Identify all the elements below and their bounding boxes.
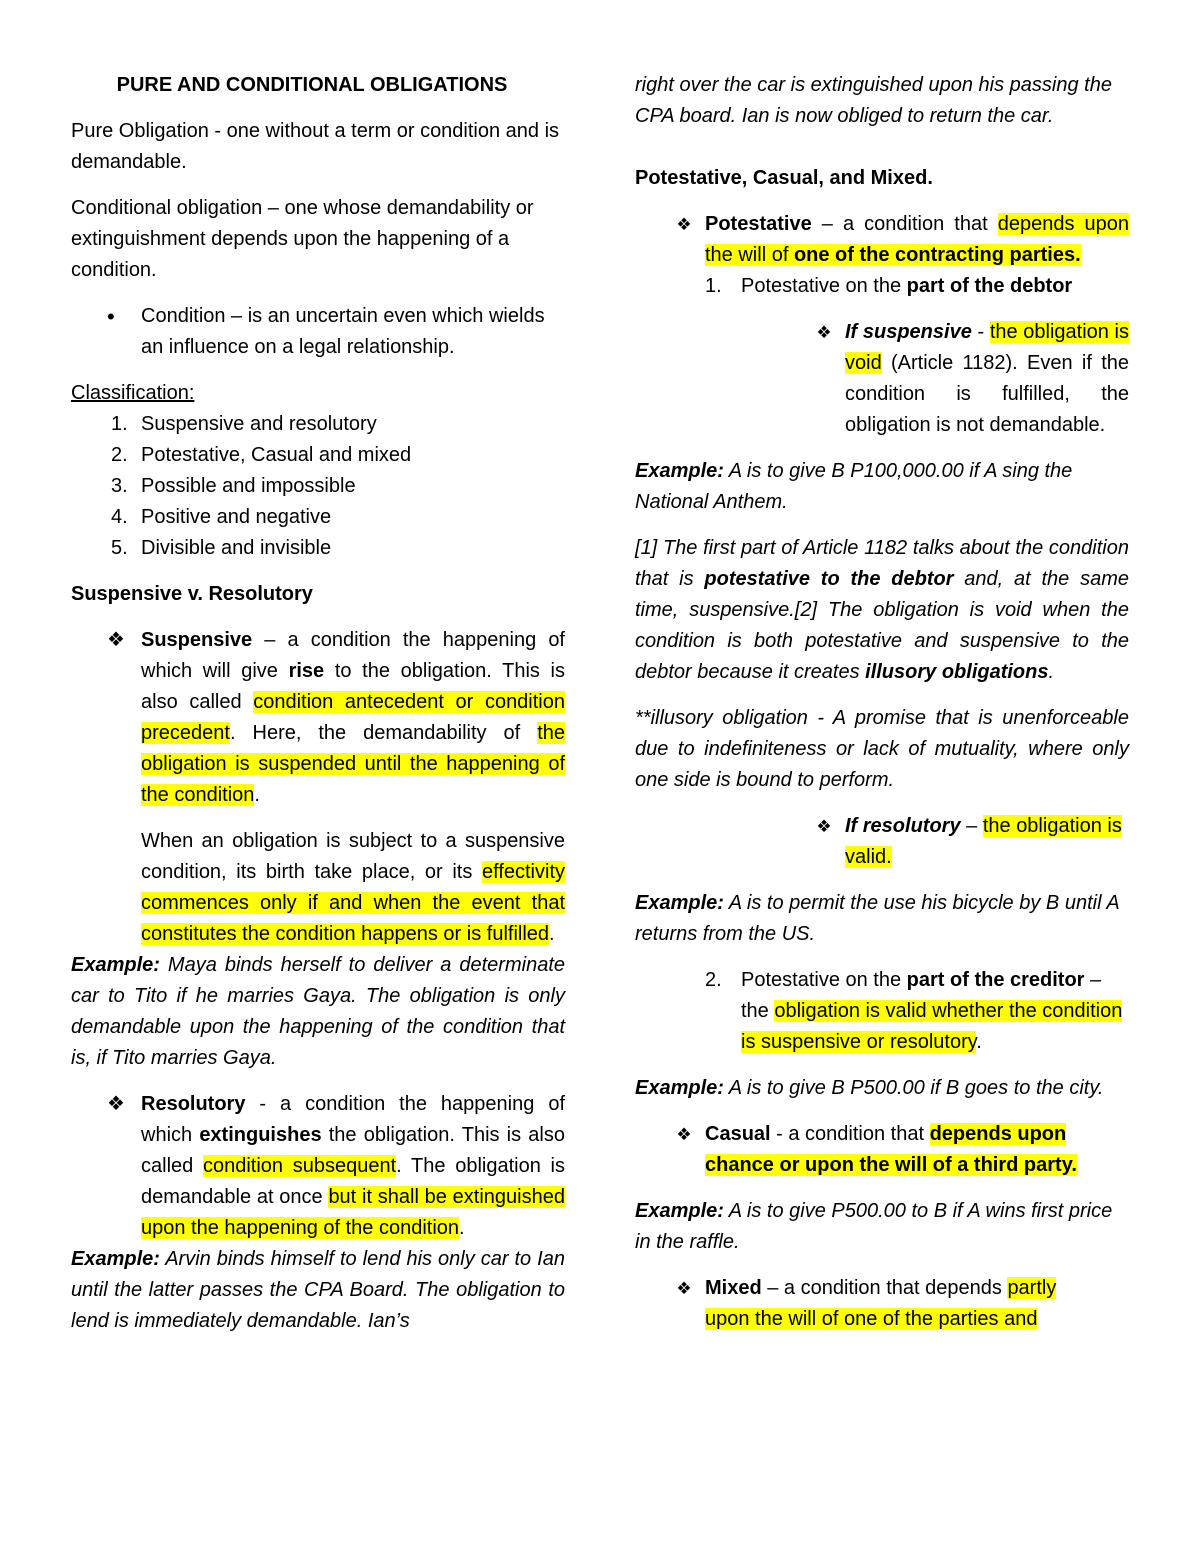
- list-text: Potestative, Casual and mixed: [141, 444, 412, 466]
- casual-item: [635, 1119, 1129, 1181]
- highlight-run: the obligation is valid.: [845, 815, 1122, 868]
- potestative-definition: [705, 209, 1129, 271]
- potestative-debtor-label: [741, 271, 1129, 302]
- potestative-item: [635, 209, 1129, 271]
- text-run: part of the creditor: [906, 969, 1085, 991]
- text-run: – a condition the happening of which will give: [141, 629, 565, 682]
- text-run: - a condition the happening of which: [141, 1093, 565, 1146]
- example-label: Example:: [635, 1200, 724, 1222]
- diamond-bullet-icon: ❖: [107, 629, 125, 651]
- list-item: [71, 502, 565, 533]
- list-number: 1.: [111, 413, 128, 435]
- condition-definition: Condition – is an uncertain even which wields an influence on a legal relationship.: [141, 305, 545, 358]
- potestative-debtor-item: [635, 271, 1129, 302]
- term-casual: Casual: [705, 1123, 771, 1145]
- term-potestative: Potestative: [705, 213, 812, 235]
- list-text: Possible and impossible: [141, 475, 356, 497]
- list-item: [71, 533, 565, 564]
- highlight-run: partly upon the will of one of the parties and: [705, 1277, 1057, 1330]
- suspensive-when-paragraph: [141, 826, 565, 950]
- diamond-bullet-icon: ❖: [816, 817, 832, 836]
- diamond-bullet-icon: ❖: [676, 1125, 692, 1144]
- text-run: .: [976, 1031, 982, 1053]
- resolutory-definition: [141, 1089, 565, 1244]
- classification-heading: Classification:: [71, 382, 195, 404]
- example-label: Example:: [635, 460, 724, 482]
- text-run: part of the debtor: [906, 275, 1073, 297]
- list-number: 3.: [111, 475, 128, 497]
- casual-definition: [705, 1119, 1129, 1181]
- term-resolutory: Resolutory: [141, 1093, 246, 1115]
- potestative-creditor-item: [635, 965, 1129, 1058]
- text-run: extinguishes: [199, 1124, 322, 1146]
- diamond-bullet-icon: ❖: [816, 323, 832, 342]
- diamond-bullet-icon: ❖: [676, 215, 692, 234]
- text-run: A is to give P500.00 to B if A wins first price in the raffle.: [635, 1200, 1113, 1253]
- if-resolutory-item: [635, 811, 1129, 873]
- highlight-run: condition subsequent: [202, 1155, 397, 1177]
- text-run: A is to permit the use his bicycle by B until A returns from the US.: [635, 892, 1119, 945]
- suspensive-definition: [141, 625, 565, 811]
- text-run: rise: [288, 660, 325, 682]
- list-text: Divisible and invisible: [141, 537, 332, 559]
- term-mixed: Mixed: [705, 1277, 762, 1299]
- text-run: Potestative on the: [741, 969, 907, 991]
- diamond-bullet-icon: ❖: [107, 1093, 125, 1115]
- illusory-obligation-note: **illusory obligation - A promise that is unenforceable due to indefiniteness or lack of mutuality, where only one side is bound to perform.: [635, 707, 1129, 791]
- classification-list: [71, 409, 565, 564]
- text-run: - a condition that: [770, 1123, 930, 1145]
- text-run: .: [254, 784, 260, 806]
- suspensive-item: [71, 625, 565, 950]
- text-run: illusory obligations: [865, 661, 1049, 683]
- right-column: [635, 70, 1129, 1335]
- highlight-run: obligation is valid whether the condition is suspensive or resolutory: [741, 1000, 1123, 1053]
- page-title: PURE AND CONDITIONAL OBLIGATIONS: [116, 74, 508, 96]
- text-run: .: [459, 1217, 465, 1239]
- text-run: . Here, the demandability of: [229, 722, 538, 744]
- bullet-icon: •: [107, 304, 115, 329]
- text-run: the obligation. This is also called: [141, 1124, 565, 1177]
- list-number: 2.: [705, 969, 722, 991]
- mixed-item: [635, 1273, 1129, 1335]
- text-run: .: [549, 923, 555, 945]
- resolutory-item: [71, 1089, 565, 1244]
- left-column: [71, 70, 565, 1352]
- conditional-obligation-definition: Conditional obligation – one whose demandability or extinguishment depends upon the happening of a condition.: [71, 197, 534, 281]
- example-maya: [71, 950, 565, 1074]
- if-suspensive-text: [845, 317, 1129, 441]
- example-arvin: [71, 1244, 565, 1337]
- text-run: – the: [741, 969, 1102, 1022]
- highlight-run: the obligation is suspended until the happening of the condition: [141, 722, 565, 806]
- list-number: 5.: [111, 537, 128, 559]
- diamond-bullet-icon: ❖: [676, 1279, 692, 1298]
- example-city: [635, 1073, 1129, 1104]
- example-label: Example:: [71, 1248, 160, 1270]
- text-run: Maya binds herself to deliver a determinate car to Tito if he marries Gaya. The obligation is only demandable upon the happening of the condition that is, if Tito marries Gaya.: [71, 954, 565, 1069]
- potestative-creditor-text: [741, 965, 1129, 1058]
- if-suspensive-item: [635, 317, 1129, 441]
- text-run: Arvin binds himself to lend his only car to Ian until the latter passes the CPA Board. The obligation to lend is immediately demandable. Ian’s: [71, 1248, 565, 1332]
- text-run: When an obligation is subject to a suspensive condition, its birth take place, or its: [141, 830, 565, 883]
- list-item: [71, 409, 565, 440]
- text-run: (Article 1182). Even if the condition is fulfilled, the obligation is not demandable.: [845, 352, 1129, 436]
- list-text: Suspensive and resolutory: [141, 413, 377, 435]
- text-run: potestative to the debtor: [704, 568, 954, 590]
- term-if-suspensive: If suspensive: [845, 321, 972, 343]
- example-label: Example:: [635, 1077, 724, 1099]
- text-run: – a condition that depends: [761, 1277, 1008, 1299]
- list-number: 4.: [111, 506, 128, 528]
- highlight-run: condition antecedent or condition precedent: [141, 691, 565, 744]
- text-run: and, at the same time, suspensive.[2] The obligation is void when the condition is both potestative and suspensive to the debtor because it creates: [635, 568, 1129, 683]
- term-if-resolutory: If resolutory: [845, 815, 961, 837]
- text-run: -: [971, 321, 990, 343]
- example-bicycle: [635, 888, 1129, 950]
- highlight-run: one of the contracting parties.: [793, 244, 1081, 266]
- list-item: [71, 440, 565, 471]
- text-run: to the obligation. This is also called: [141, 660, 566, 713]
- list-text: Positive and negative: [141, 506, 332, 528]
- highlight-run: the obligation is void: [845, 321, 1130, 374]
- text-run: [1] The first part of Article 1182 talks about the condition that is: [635, 537, 1129, 590]
- text-run: Potestative on the: [741, 275, 907, 297]
- text-run: A is to give B P100,000.00 if A sing the National Anthem.: [635, 460, 1073, 513]
- example-label: Example:: [635, 892, 724, 914]
- text-run: – a condition that: [811, 213, 998, 235]
- suspensive-vs-resolutory-heading: Suspensive v. Resolutory: [71, 583, 313, 605]
- condition-bullet-item: [71, 301, 565, 363]
- example-national-anthem: [635, 456, 1129, 518]
- if-resolutory-text: [845, 811, 1129, 873]
- example-raffle: [635, 1196, 1129, 1258]
- list-number: 1.: [705, 275, 722, 297]
- highlight-run: depends upon chance or upon the will of a third party.: [705, 1123, 1077, 1176]
- text-run: . The obligation is demandable at once: [141, 1155, 565, 1208]
- mixed-definition: [705, 1273, 1129, 1335]
- example-label: Example:: [71, 954, 160, 976]
- highlight-run: depends upon the will of: [705, 213, 1129, 266]
- highlight-run: but it shall be extinguished upon the happening of the condition: [141, 1186, 565, 1239]
- arvin-example-continuation: right over the car is extinguished upon his passing the CPA board. Ian is now obliged to return the car.: [635, 74, 1112, 127]
- highlight-run: effectivity commences only if and when the event that constitutes the condition happens or is fulfilled: [141, 861, 565, 945]
- text-run: A is to give B P500.00 if B goes to the city.: [723, 1077, 1104, 1099]
- term-suspensive: Suspensive: [141, 629, 253, 651]
- text-run: .: [1048, 661, 1055, 683]
- list-item: [71, 471, 565, 502]
- potestative-casual-mixed-heading: Potestative, Casual, and Mixed.: [635, 167, 933, 189]
- pure-obligation-definition: Pure Obligation - one without a term or condition and is demandable.: [71, 120, 560, 173]
- list-number: 2.: [111, 444, 128, 466]
- article-1182-note: [635, 533, 1129, 688]
- text-run: –: [960, 815, 983, 837]
